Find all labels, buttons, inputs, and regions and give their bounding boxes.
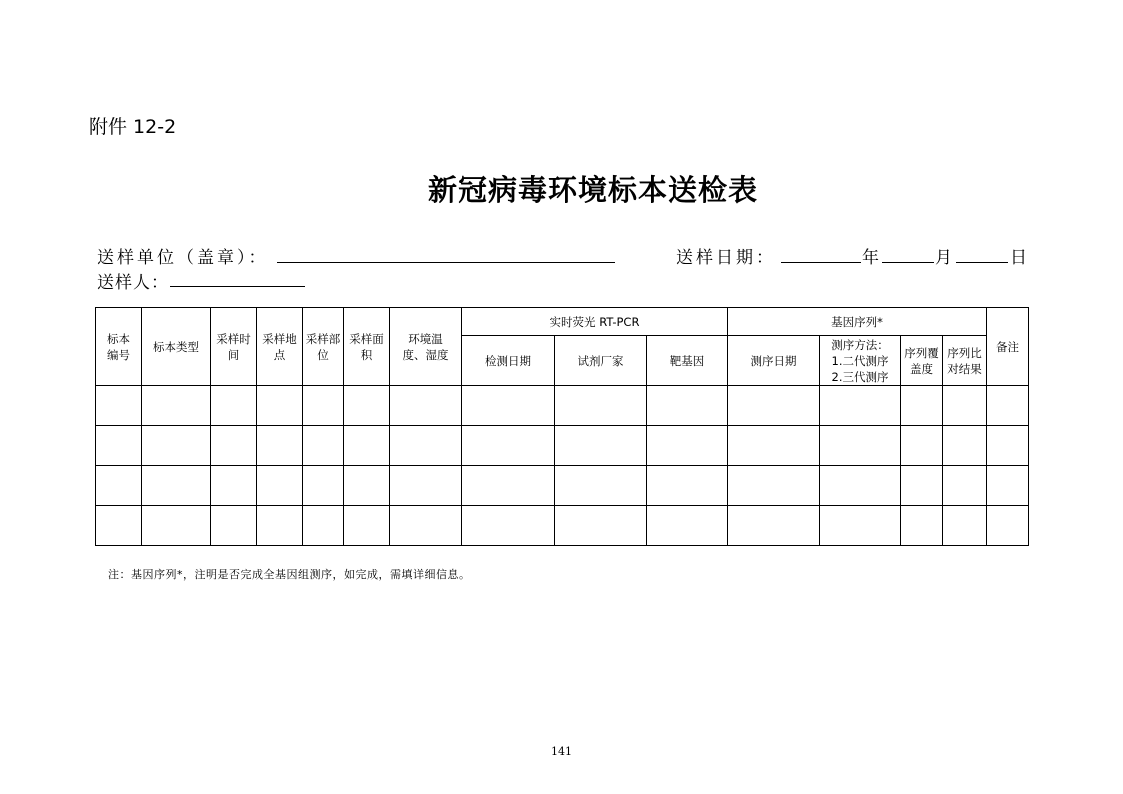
- table-cell[interactable]: [728, 466, 820, 506]
- table-cell[interactable]: [303, 466, 344, 506]
- table-cell[interactable]: [211, 466, 257, 506]
- table-cell[interactable]: [96, 426, 142, 466]
- table-cell[interactable]: [211, 426, 257, 466]
- unit-label: 送样单位（盖章）：: [97, 248, 269, 268]
- header-reagent-maker: 试剂厂家: [555, 336, 647, 386]
- table-row: [96, 426, 1029, 466]
- table-cell[interactable]: [142, 426, 211, 466]
- page-title: 新冠病毒环境标本送检表: [427, 173, 758, 207]
- date-label: 送样日期：: [676, 248, 776, 268]
- header-seq-date: 测序日期: [728, 336, 820, 386]
- table-cell[interactable]: [901, 466, 943, 506]
- table-cell[interactable]: [462, 386, 555, 426]
- table-cell[interactable]: [142, 466, 211, 506]
- table-cell[interactable]: [647, 466, 728, 506]
- table-cell[interactable]: [555, 426, 647, 466]
- table-cell[interactable]: [96, 466, 142, 506]
- table-cell[interactable]: [728, 386, 820, 426]
- table-cell[interactable]: [728, 426, 820, 466]
- attachment-label: 附件 12-2: [89, 116, 177, 138]
- table-cell[interactable]: [462, 426, 555, 466]
- table-cell[interactable]: [390, 386, 462, 426]
- table-cell[interactable]: [303, 386, 344, 426]
- table-cell[interactable]: [344, 466, 390, 506]
- table-cell[interactable]: [211, 386, 257, 426]
- table-cell[interactable]: [555, 506, 647, 546]
- table-cell[interactable]: [820, 386, 901, 426]
- month-label: 月: [935, 248, 955, 268]
- table-cell[interactable]: [303, 426, 344, 466]
- table-cell[interactable]: [462, 506, 555, 546]
- table-cell[interactable]: [943, 506, 987, 546]
- table-cell[interactable]: [901, 386, 943, 426]
- table-cell[interactable]: [142, 506, 211, 546]
- table-cell[interactable]: [462, 466, 555, 506]
- table-cell[interactable]: [901, 506, 943, 546]
- table-row: [96, 466, 1029, 506]
- table-cell[interactable]: [647, 426, 728, 466]
- table-cell[interactable]: [820, 426, 901, 466]
- header-sample-type: 标本类型: [142, 308, 211, 386]
- table-cell[interactable]: [96, 506, 142, 546]
- header-sample-id: 标本 编号: [96, 308, 142, 386]
- table-row: [96, 386, 1029, 426]
- table-cell[interactable]: [257, 506, 303, 546]
- header-seq-coverage: 序列覆 盖度: [901, 336, 943, 386]
- table-cell[interactable]: [820, 506, 901, 546]
- header-sample-time: 采样时 间: [211, 308, 257, 386]
- table-cell[interactable]: [987, 426, 1029, 466]
- day-field[interactable]: [956, 261, 1008, 263]
- table-cell[interactable]: [728, 506, 820, 546]
- table-cell[interactable]: [901, 426, 943, 466]
- table-cell[interactable]: [257, 466, 303, 506]
- table-cell[interactable]: [344, 506, 390, 546]
- header-remarks: 备注: [987, 308, 1029, 386]
- header-seq-group: 基因序列*: [728, 308, 987, 336]
- table-cell[interactable]: [390, 426, 462, 466]
- table-cell[interactable]: [820, 466, 901, 506]
- table-cell[interactable]: [257, 386, 303, 426]
- table-cell[interactable]: [943, 386, 987, 426]
- header-sample-place: 采样地 点: [257, 308, 303, 386]
- day-label: 日: [1010, 248, 1030, 268]
- month-field[interactable]: [882, 261, 934, 263]
- table-cell[interactable]: [555, 386, 647, 426]
- table-cell[interactable]: [390, 466, 462, 506]
- footnote: 注：基因序列*，注明是否完成全基因组测序，如完成，需填详细信息。: [108, 568, 471, 581]
- sender-field[interactable]: [170, 285, 305, 287]
- sample-table: [95, 307, 1029, 546]
- table-cell[interactable]: [555, 466, 647, 506]
- table-cell[interactable]: [142, 386, 211, 426]
- table-cell[interactable]: [987, 466, 1029, 506]
- table-cell[interactable]: [390, 506, 462, 546]
- header-target-gene: 靶基因: [647, 336, 728, 386]
- table-cell[interactable]: [344, 426, 390, 466]
- sender-label: 送样人：: [97, 273, 169, 293]
- year-field[interactable]: [781, 261, 861, 263]
- table-cell[interactable]: [647, 386, 728, 426]
- table-cell[interactable]: [647, 506, 728, 546]
- page-number: 141: [551, 745, 572, 758]
- header-sample-area: 采样面 积: [344, 308, 390, 386]
- table-row: [96, 506, 1029, 546]
- header-seq-compare: 序列比 对结果: [943, 336, 987, 386]
- unit-field[interactable]: [277, 261, 615, 263]
- table-cell[interactable]: [96, 386, 142, 426]
- header-env: 环境温 度、湿度: [390, 308, 462, 386]
- header-seq-method: 测序方法： 1.二代测序 2.三代测序: [820, 336, 901, 386]
- table-cell[interactable]: [987, 506, 1029, 546]
- table-cell[interactable]: [943, 466, 987, 506]
- table-cell[interactable]: [344, 386, 390, 426]
- header-rtpcr-group: 实时荧光 RT-PCR: [462, 308, 728, 336]
- table-cell[interactable]: [211, 506, 257, 546]
- table-cell[interactable]: [987, 386, 1029, 426]
- table-cell[interactable]: [943, 426, 987, 466]
- year-label: 年: [862, 248, 882, 268]
- header-sample-part: 采样部 位: [303, 308, 344, 386]
- header-test-date: 检测日期: [462, 336, 555, 386]
- table-cell[interactable]: [303, 506, 344, 546]
- table-cell[interactable]: [257, 426, 303, 466]
